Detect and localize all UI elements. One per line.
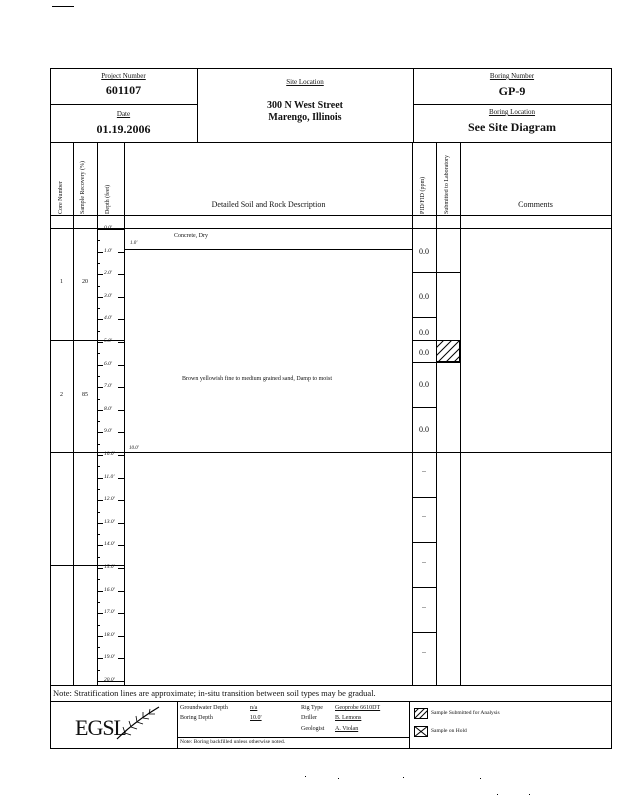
boring-depth-value: 10.0' <box>250 715 262 721</box>
depth-tick-minor <box>97 308 100 309</box>
depth-tick-minor <box>97 286 100 287</box>
depth-tick <box>118 387 124 388</box>
depth-tick <box>118 658 124 659</box>
scan-speckle <box>497 794 498 795</box>
depth-tick <box>97 568 103 569</box>
site-address-line1: 300 N West Street <box>266 100 343 111</box>
scan-speckle <box>403 777 404 778</box>
depth-tick-minor <box>97 625 100 626</box>
depth-tick <box>97 432 103 433</box>
scan-artifact <box>52 6 74 7</box>
scan-speckle <box>529 794 530 795</box>
footer-div-1 <box>177 701 178 748</box>
core-1-number: 1 <box>60 279 63 285</box>
core1-bottom <box>50 340 125 341</box>
layer2-description: Brown yellowish fine to medium grained sand, Damp to moist <box>182 376 332 382</box>
depth-tick <box>97 523 103 524</box>
rig-type-value: Geoprobe 6610DT <box>335 705 381 711</box>
depth-label: 12.0' <box>104 496 115 503</box>
depth-tick <box>97 613 103 614</box>
depth-tick-minor <box>97 602 100 603</box>
depth-tick-minor <box>97 376 100 377</box>
layer1-description: Concrete, Dry <box>174 233 208 239</box>
depth-tick <box>97 478 103 479</box>
depth-tick <box>118 591 124 592</box>
project-number-label: Project Number <box>101 72 146 80</box>
depth-tick <box>118 410 124 411</box>
col-submitted: Submitted to Laboratory <box>444 155 450 214</box>
boring-location-label: Boring Location <box>488 108 536 116</box>
pid-line <box>412 497 436 498</box>
frame-right <box>611 68 612 749</box>
depth-tick-minor <box>97 647 100 648</box>
footer-div-2 <box>409 701 410 748</box>
depth-label: 19.0' <box>104 654 115 661</box>
pid-reading: 0.0 <box>419 328 429 337</box>
frame-top <box>50 68 612 69</box>
pid-line <box>412 407 436 408</box>
scan-speckle <box>338 778 339 779</box>
depth-tick <box>118 500 124 501</box>
depth-tick-minor <box>97 353 100 354</box>
groundwater-value: n/a <box>250 705 258 711</box>
depth-tick <box>118 342 124 343</box>
depth-tick-minor <box>97 512 100 513</box>
groundwater-label: Groundwater Depth <box>180 705 228 711</box>
col-line-2 <box>97 142 98 685</box>
boring-number-label: Boring Number <box>489 72 535 80</box>
depth-label: 5.0' <box>104 338 113 344</box>
legend-hold: Sample on Hold <box>431 728 467 734</box>
boring-number: GP-9 <box>498 84 526 98</box>
depth-tick <box>118 636 124 637</box>
submitted-legend-icon <box>414 708 428 719</box>
depth-tick <box>97 455 103 456</box>
depth-label: 8.0' <box>104 405 113 412</box>
core-1-recovery: 20 <box>82 279 88 285</box>
sample-submitted-marker <box>436 340 460 362</box>
pid-reading: 0.0 <box>419 425 429 434</box>
col-description: Detailed Soil and Rock Description <box>211 200 326 209</box>
depth-tick-minor <box>97 399 100 400</box>
project-number: 601107 <box>105 83 142 97</box>
depth-tick <box>118 568 124 569</box>
pid-line <box>412 272 436 273</box>
col-line-4 <box>412 142 413 685</box>
header-mid-left <box>50 104 197 105</box>
egsl-logo: EGSL <box>75 715 126 740</box>
depth-label: 7.0' <box>104 383 113 390</box>
depth-tick <box>118 478 124 479</box>
rig-type-label: Rig Type <box>301 705 323 711</box>
depth-tick-minor <box>97 534 100 535</box>
geologist-label: Geologist <box>301 726 325 732</box>
layer2-depth: 10.0' <box>129 446 139 451</box>
site-location-label: Site Location <box>286 78 324 86</box>
pid-reading: -- <box>422 514 426 520</box>
pid-reading: -- <box>422 650 426 656</box>
depth-label: 3.0' <box>104 292 113 299</box>
depth-tick-minor <box>97 466 100 467</box>
depth-tick-minor <box>97 331 100 332</box>
depth-label: 4.0' <box>104 315 113 322</box>
depth-tick <box>97 591 103 592</box>
pid-line <box>412 587 436 588</box>
pid-reading: 0.0 <box>419 247 429 256</box>
depth-label: 0.0' <box>104 225 113 231</box>
depth-tick <box>118 274 124 275</box>
depth-label: 20.0' <box>104 677 115 683</box>
col-line-6 <box>460 142 461 685</box>
boring-depth-label: Boring Depth <box>180 715 213 721</box>
pid-line <box>412 542 436 543</box>
column-header-bottom <box>50 215 612 216</box>
site-address-line2: Marengo, Illinois <box>268 112 342 123</box>
pid-line <box>412 362 460 363</box>
depth-tick-minor <box>97 444 100 445</box>
pid-line <box>412 632 436 633</box>
depth-tick <box>97 365 103 366</box>
col-line-1 <box>73 142 74 685</box>
col-core-number: Core Number <box>58 181 64 214</box>
depth-label: 2.0' <box>104 270 113 277</box>
depth-tick <box>97 319 103 320</box>
depth-tick <box>118 613 124 614</box>
pid-reading: -- <box>422 469 426 475</box>
col-comments: Comments <box>518 200 553 209</box>
pid-line <box>436 272 460 273</box>
depth-label: 11.0' <box>104 473 115 480</box>
layer1-depth: 1.0' <box>130 241 138 246</box>
feather-logo-icon <box>115 705 161 741</box>
date-label: Date <box>116 110 131 118</box>
depth-tick <box>118 365 124 366</box>
depth-label: 15.0' <box>104 564 115 570</box>
pid-reading: 0.0 <box>419 292 429 301</box>
header-mid-right <box>413 104 611 105</box>
pid-reading: -- <box>422 605 426 611</box>
depth-tick <box>97 636 103 637</box>
depth-label: 14.0' <box>104 541 115 548</box>
depth-tick <box>118 297 124 298</box>
legend-submitted: Sample Submitted for Analysis <box>431 710 500 716</box>
scan-speckle <box>480 778 481 779</box>
scan-speckle <box>305 776 306 777</box>
backfill-note: Note: Boring backfilled unless otherwise noted. <box>180 739 286 745</box>
depth-tick <box>97 500 103 501</box>
core-2-recovery: 85 <box>82 392 88 398</box>
depth-tick <box>118 432 124 433</box>
depth-tick-minor <box>97 579 100 580</box>
depth-label: 18.0' <box>104 631 115 638</box>
depth-label: 1.0' <box>104 247 113 254</box>
frame-bottom <box>50 748 612 749</box>
driller-value: B. Lemons <box>335 715 362 721</box>
depth-tick-minor <box>97 421 100 422</box>
driller-label: Driller <box>301 715 317 721</box>
depth-tick <box>97 297 103 298</box>
footer-backfill-line <box>177 737 409 738</box>
depth-tick <box>118 455 124 456</box>
col-pid: PID/FID (ppm) <box>420 176 426 214</box>
depth-tick <box>97 387 103 388</box>
depth-tick-minor <box>97 557 100 558</box>
depth-label: 13.0' <box>104 518 115 525</box>
depth-tick <box>97 545 103 546</box>
stratification-note: Note: Stratification lines are approximate; in-situ transition between soil types may be gradual. <box>53 688 376 698</box>
col-sample-recovery: Sample Recovery (%) <box>80 161 86 214</box>
depth-tick <box>118 523 124 524</box>
depth-tick-minor <box>97 240 100 241</box>
depth-label: 17.0' <box>104 609 115 616</box>
core2-bottom <box>50 452 612 453</box>
note-bottom <box>50 701 612 702</box>
col-line-5 <box>436 142 437 685</box>
table-bottom <box>50 685 612 686</box>
pid-reading: -- <box>422 560 426 566</box>
column-header-bottom-2 <box>50 228 612 229</box>
pid-reading: 0.0 <box>419 380 429 389</box>
depth-label: 6.0' <box>104 360 113 367</box>
header-bottom <box>50 142 612 143</box>
boring-location: See Site Diagram <box>468 120 556 134</box>
core-2-number: 2 <box>60 392 63 398</box>
depth-tick <box>97 658 103 659</box>
col-depth: Depth (feet) <box>105 184 111 214</box>
depth-label: 16.0' <box>104 586 115 593</box>
depth-label: 10.0' <box>104 451 115 457</box>
depth-tick <box>97 274 103 275</box>
date-value: 01.19.2006 <box>96 122 151 136</box>
depth-label: 9.0' <box>104 428 113 435</box>
depth-tick <box>97 410 103 411</box>
geologist-value: A. Violan <box>335 726 359 732</box>
depth-tick-minor <box>97 670 100 671</box>
depth-tick <box>97 342 103 343</box>
depth-tick <box>118 545 124 546</box>
hold-legend-icon <box>414 726 428 737</box>
frame-left <box>50 68 51 749</box>
col-line-3 <box>124 142 125 685</box>
depth-tick <box>118 319 124 320</box>
pid-reading: 0.0 <box>419 348 429 357</box>
layer1-boundary <box>124 249 412 250</box>
depth-tick <box>97 252 103 253</box>
depth-tick-minor <box>97 489 100 490</box>
pid-line <box>412 317 436 318</box>
depth-tick <box>118 252 124 253</box>
depth-tick-minor <box>97 263 100 264</box>
